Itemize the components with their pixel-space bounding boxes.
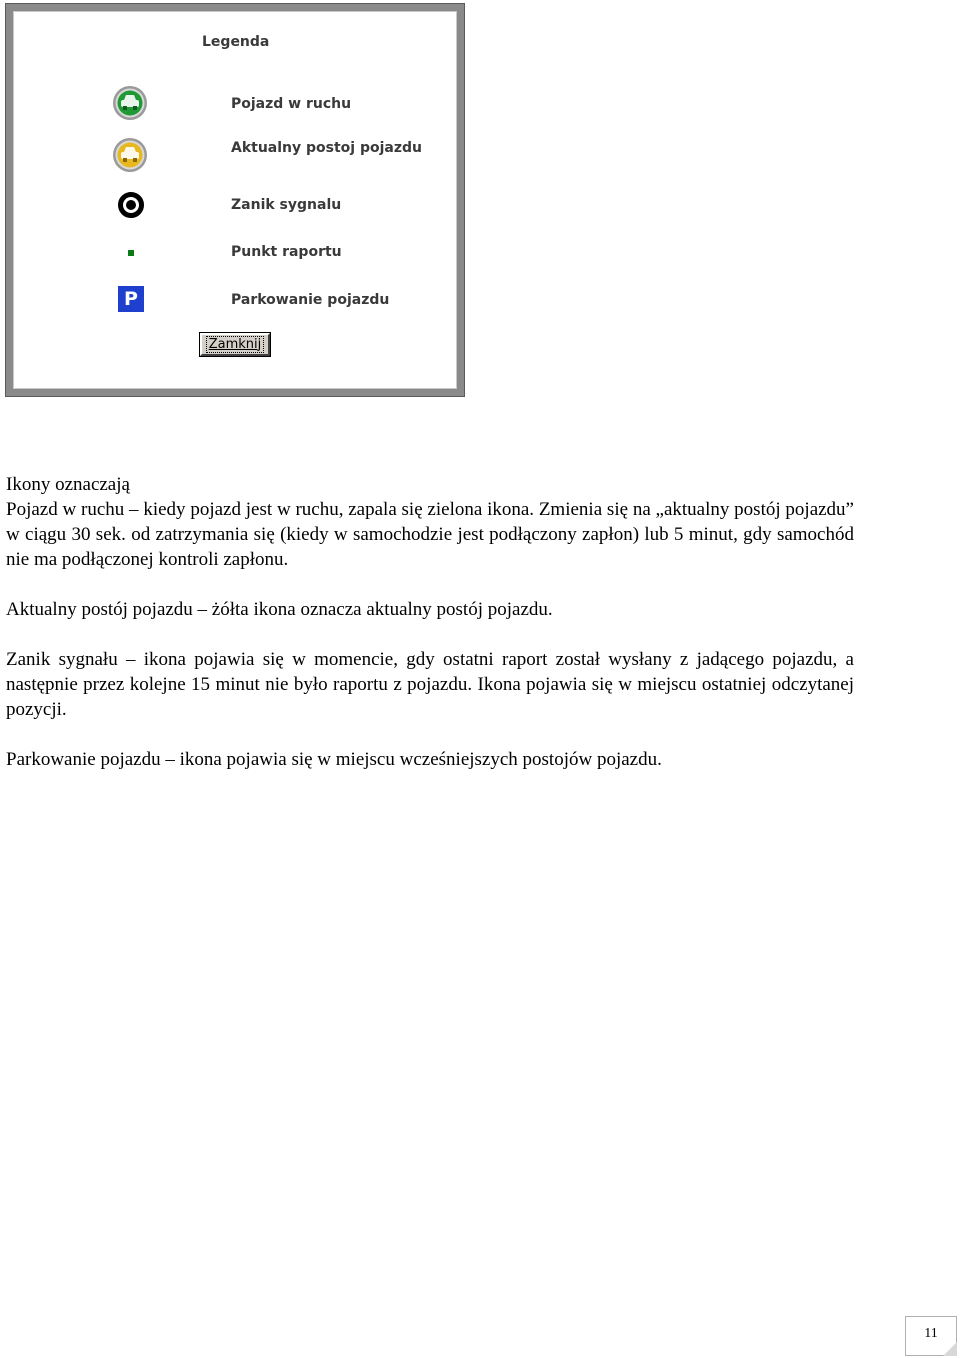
paragraph-current-stop: Aktualny postój pojazdu – żółta ikona oznacza aktualny postój pojazdu. [6,599,553,620]
legend-label-parking: Parkowanie pojazdu [231,292,390,308]
paragraph-parking: Parkowanie pojazdu – ikona pojawia się w miejscu wcześniejszych postojów pojazdu. [6,749,662,770]
document-body [6,472,854,797]
section-heading: Ikony oznaczają [6,474,130,495]
report-point-icon [128,250,134,256]
legend-screenshot [5,3,465,397]
close-button[interactable] [200,333,270,356]
legend-label-report-point: Punkt raportu [231,244,342,260]
paragraph-moving-vehicle: Pojazd w ruchu – kiedy pojazd jest w ruchu, zapala się zielona ikona. Zmienia się na „aktualny postój pojazdu” w ciągu 30 sek. od zatrzymania się (kiedy w samochodzie jest podłączony zapłon) lub 5 minut, gdy samochód nie ma podłączonej kontroli zapłonu. [6,499,854,570]
parking-icon: P [118,286,144,312]
paragraph-signal-loss: Zanik sygnału – ikona pojawia się w momencie, gdy ostatni raport został wysłany z jadącego pojazdu, a następnie przez kolejne 15 minut nie było raportu z pojazdu. Ikona pojawia się w miejscu ostatniej odczytanej pozycji. [6,649,854,720]
signal-loss-icon [118,192,144,218]
legend-dialog [13,11,457,389]
yellow-car-icon [112,137,148,173]
legend-label-moving: Pojazd w ruchu [231,96,352,112]
legend-label-stopped: Aktualny postoj pojazdu [231,140,422,156]
page-number: 11 [905,1316,957,1356]
legend-title: Legenda [202,34,270,50]
legend-label-signal-loss: Zanik sygnalu [231,197,342,213]
close-button-label: Zamknij [206,336,265,353]
green-car-icon [112,85,148,121]
